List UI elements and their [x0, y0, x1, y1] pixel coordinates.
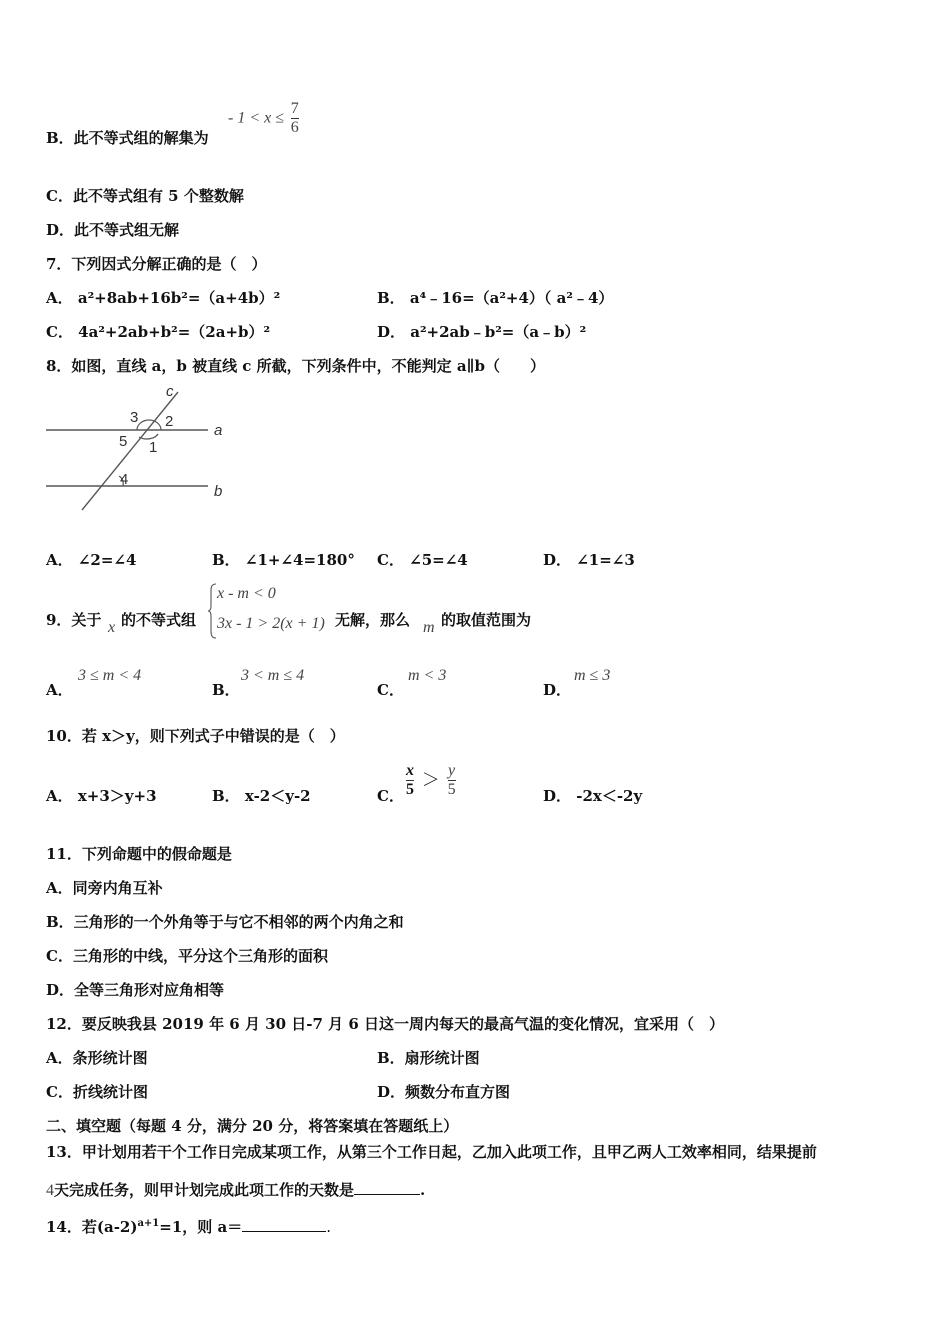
- q12-option-b: B．扇形统计图: [377, 1049, 480, 1067]
- q9-inequality-2: 3x - 1 > 2(x + 1): [217, 615, 325, 632]
- q10-stem: 10．若 x＞y，则下列式子中错误的是（ ）: [46, 727, 345, 745]
- q9-option-c-math: m < 3: [408, 667, 447, 684]
- q14-answer-blank: [242, 1217, 326, 1232]
- q10-gt-sign: ＞: [421, 769, 440, 791]
- q9-stem-pre: 9．关于: [46, 611, 102, 629]
- q8-option-d: D． ∠1=∠3: [543, 551, 635, 569]
- section-2-heading: 二、填空题（每题 4 分，满分 20 分，将答案填在答题纸上）: [46, 1117, 459, 1135]
- q9-option-d-math: m ≤ 3: [574, 667, 611, 684]
- q10-option-b: B． x-2＜y-2: [212, 787, 311, 805]
- q9-option-a-math: 3 ≤ m < 4: [78, 667, 142, 684]
- q12-option-c: C．折线统计图: [46, 1083, 148, 1101]
- q11-option-b: B．三角形的一个外角等于与它不相邻的两个内角之和: [46, 913, 404, 931]
- q9-stem-post: 无解，那么: [335, 611, 411, 629]
- q9-var-m: m: [423, 619, 435, 636]
- q6-option-b: [46, 128, 209, 148]
- q13-answer-blank: [354, 1180, 420, 1195]
- q14-line: 14．若$(a-2)^{a+1}=1$，则 a＝ .: [46, 1218, 332, 1236]
- q9-option-d-label: D．: [543, 681, 572, 699]
- label-3: 3: [130, 409, 139, 426]
- q10-option-d: D． -2x＜-2y: [543, 787, 643, 805]
- q8-option-b: B． ∠1+∠4=180°: [212, 551, 355, 569]
- q13-line-2: 4天完成任务，则甲计划完成此项工作的天数是 .: [46, 1181, 426, 1199]
- q14-exponent: a+1: [137, 1218, 160, 1229]
- label-1: 1: [149, 439, 158, 456]
- q6-fraction: $\frac{7}{6}$: [290, 100, 299, 136]
- q12-stem: 12．要反映我县 2019 年 6 月 30 日-7 月 6 日这一周内每天的最高气温的变化情况，宜采用（ ）: [46, 1015, 725, 1033]
- q9-stem-end: 的取值范围为: [441, 611, 532, 629]
- parallel-lines-figure: [40, 382, 240, 516]
- system-brace: [207, 582, 217, 640]
- label-5: 5: [119, 433, 128, 450]
- q12-option-a: A．条形统计图: [46, 1049, 148, 1067]
- q6-option-b-math: - 1 < x ≤ $\frac{7}{6}$: [228, 100, 299, 136]
- q10-option-a: A． x+3＞y+3: [46, 787, 157, 805]
- q11-option-c: C．三角形的中线，平分这个三角形的面积: [46, 947, 328, 965]
- q9-option-a-label: A．: [46, 681, 73, 699]
- label-4: 4: [120, 471, 129, 488]
- q11-stem: 11．下列命题中的假命题是: [46, 845, 232, 863]
- q10-fraction-2: $\frac{y}{5}$: [447, 762, 456, 798]
- q10-option-c-label: C．: [377, 787, 404, 805]
- q10-fraction-1: $\frac{x}{5}$: [406, 762, 414, 798]
- q9-var-x: x: [108, 619, 116, 636]
- q9-option-b-label: B．: [212, 681, 240, 699]
- q6-option-b-label: B．此不等式组的解集为: [46, 129, 209, 147]
- q13-line-1: 13．甲计划用若干个工作日完成某项工作，从第三个工作日起，乙加入此项工作，且甲乙两人工效率相同，结果提前: [46, 1143, 817, 1161]
- q8-option-a: A． ∠2=∠4: [46, 551, 137, 569]
- label-2: 2: [165, 413, 174, 430]
- q7-stem: 7．下列因式分解正确的是（ ）: [46, 255, 267, 273]
- q7-option-c: C． 4a²+2ab+b²=（2a+b）²: [46, 323, 271, 341]
- q9-option-b-math: 3 < m ≤ 4: [241, 667, 305, 684]
- q8-stem: 8．如图，直线 a，b 被直线 c 所截，下列条件中，不能判定 a∥b（ ）: [46, 357, 546, 375]
- q7-option-b: B． a⁴﹣16=（a²+4）（ a²﹣4）: [377, 289, 614, 307]
- q6-option-c: C．此不等式组有 5 个整数解: [46, 187, 244, 205]
- q10-option-c-math: [406, 762, 456, 799]
- q12-option-d: D．频数分布直方图: [377, 1083, 511, 1101]
- q6-option-d: D．此不等式组无解: [46, 221, 180, 239]
- q7-option-a: A． a²+8ab+16b²=（a+4b）²: [46, 289, 281, 307]
- label-c: c: [166, 383, 174, 400]
- q9-option-c-label: C．: [377, 681, 404, 699]
- q11-option-d: D．全等三角形对应角相等: [46, 981, 225, 999]
- q11-option-a: A．同旁内角互补: [46, 879, 163, 897]
- q7-option-d: D． a²+2ab﹣b²=（a﹣b）²: [377, 323, 587, 341]
- q8-option-c: C． ∠5=∠4: [377, 551, 468, 569]
- label-a: a: [214, 422, 223, 439]
- q13-number: 4: [46, 1182, 54, 1199]
- label-b: b: [214, 483, 223, 500]
- q9-inequality-1: x - m < 0: [217, 585, 276, 602]
- q9-stem-mid: 的不等式组: [121, 611, 197, 629]
